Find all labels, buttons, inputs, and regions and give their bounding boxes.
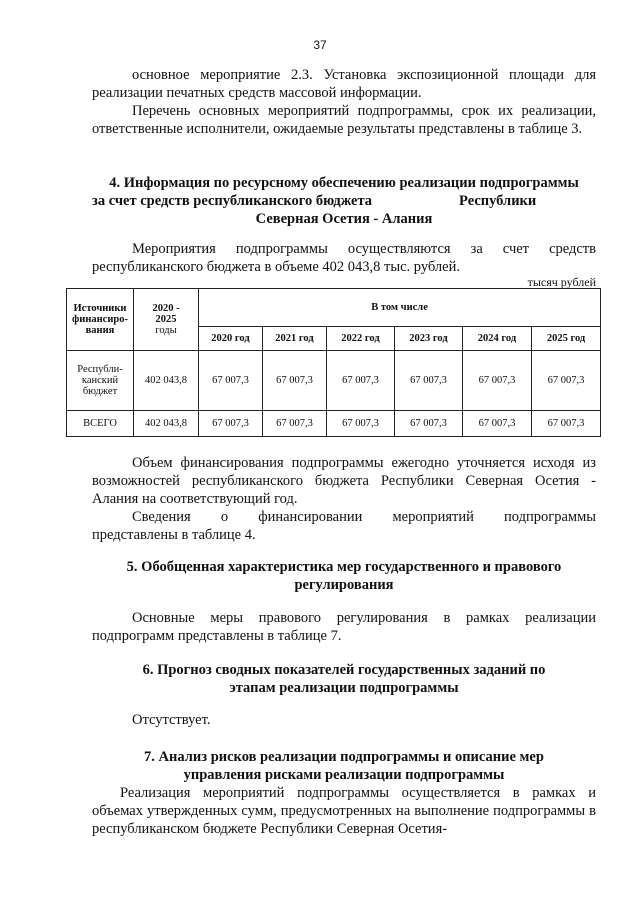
section-6-heading xyxy=(92,661,596,697)
row-source: Республи- канский бюджет xyxy=(67,351,134,411)
after-table-paragraph-2-line-1: Сведения о финансировании мероприятий подпрограммы xyxy=(132,509,596,525)
financing-table xyxy=(66,288,601,437)
section-5-heading-line-1: 5. Обобщенная характеристика мер государственного и правового xyxy=(126,559,562,575)
intro-text xyxy=(92,66,596,138)
row-value: 67 007,3 xyxy=(263,411,327,437)
after-table-paragraph-2-line-2: представлены в таблице 4. xyxy=(92,527,256,543)
header-year: 2022 год xyxy=(327,327,395,351)
section-4-heading-line-1: 4. Информация по ресурсному обеспечению реализации подпрограммы xyxy=(109,175,579,191)
intro-paragraph-1: основное мероприятие 2.3. Установка экспозиционной площади для реализации печатных средств массовой информации. xyxy=(92,67,596,101)
section-7-paragraph: Реализация мероприятий подпрограммы осуществляется в рамках и объемах утвержденных сумм, предусмотренных на выполнение подпрограммы в республиканском бюджете Республики Северная Осетия- xyxy=(92,785,596,837)
row-value: 67 007,3 xyxy=(263,351,327,411)
header-year: 2023 год xyxy=(395,327,463,351)
header-year: 2024 год xyxy=(463,327,532,351)
section-5-paragraph: Основные меры правового регулирования в рамках реализации подпрограмм представлены в таблице 7. xyxy=(92,610,596,644)
section-7-heading-line-2: управления рисками реализации подпрограммы xyxy=(183,767,505,783)
section-5-heading-line-2: регулирования xyxy=(294,577,394,593)
row-value: 67 007,3 xyxy=(463,411,532,437)
table-header-row-1 xyxy=(67,289,601,327)
section-4-paragraph-line-1: Мероприятия подпрограммы осуществляются за счет средств xyxy=(132,241,596,257)
header-year: 2025 год xyxy=(532,327,601,351)
row-value: 67 007,3 xyxy=(532,411,601,437)
table-row xyxy=(67,351,601,411)
row-total: 402 043,8 xyxy=(134,351,199,411)
section-7-heading-line-1: 7. Анализ рисков реализации подпрограммы и описание мер xyxy=(144,749,544,765)
row-value: 67 007,3 xyxy=(327,411,395,437)
header-year: 2020 год xyxy=(199,327,263,351)
table-unit-label: тысяч рублей xyxy=(527,275,596,289)
row-value: 67 007,3 xyxy=(199,351,263,411)
row-total: 402 043,8 xyxy=(134,411,199,437)
header-including: В том числе xyxy=(199,289,601,327)
section-5-heading xyxy=(92,558,596,594)
section-4-heading-line-2: за счет средств республиканского бюджета Республики xyxy=(92,193,537,209)
section-6-paragraph: Отсутствует. xyxy=(132,712,211,728)
row-value: 67 007,3 xyxy=(532,351,601,411)
header-total-period: 2020 - 2025 годы xyxy=(134,289,199,351)
after-table-paragraph-1: Объем финансирования подпрограммы ежегодно уточняется исходя из возможностей республиканского бюджета Республики Северная Осетия - Алания на соответствующий год. xyxy=(92,455,596,507)
row-value: 67 007,3 xyxy=(463,351,532,411)
row-value: 67 007,3 xyxy=(199,411,263,437)
section-4-heading xyxy=(92,174,596,228)
section-4-heading-line-3: Северная Осетия - Алания xyxy=(255,211,433,227)
header-source: Источники финансиро- вания xyxy=(67,289,134,351)
row-value: 67 007,3 xyxy=(395,411,463,437)
section-7-heading xyxy=(92,748,596,784)
page-number: 37 xyxy=(313,38,327,52)
header-year: 2021 год xyxy=(263,327,327,351)
intro-paragraph-2: Перечень основных мероприятий подпрограммы, срок их реализации, ответственные исполнители, ожидаемые результаты представлены в таблице 3. xyxy=(92,103,596,137)
table-row xyxy=(67,411,601,437)
row-value: 67 007,3 xyxy=(327,351,395,411)
section-6-heading-line-2: этапам реализации подпрограммы xyxy=(229,680,459,696)
section-6-heading-line-1: 6. Прогноз сводных показателей государственных заданий по xyxy=(142,662,546,678)
row-source: ВСЕГО xyxy=(67,411,134,437)
section-4-paragraph xyxy=(92,240,596,276)
section-4-paragraph-line-2: республиканского бюджета в объеме 402 043,8 тыс. рублей. xyxy=(92,259,460,275)
row-value: 67 007,3 xyxy=(395,351,463,411)
after-table-text xyxy=(92,454,596,544)
